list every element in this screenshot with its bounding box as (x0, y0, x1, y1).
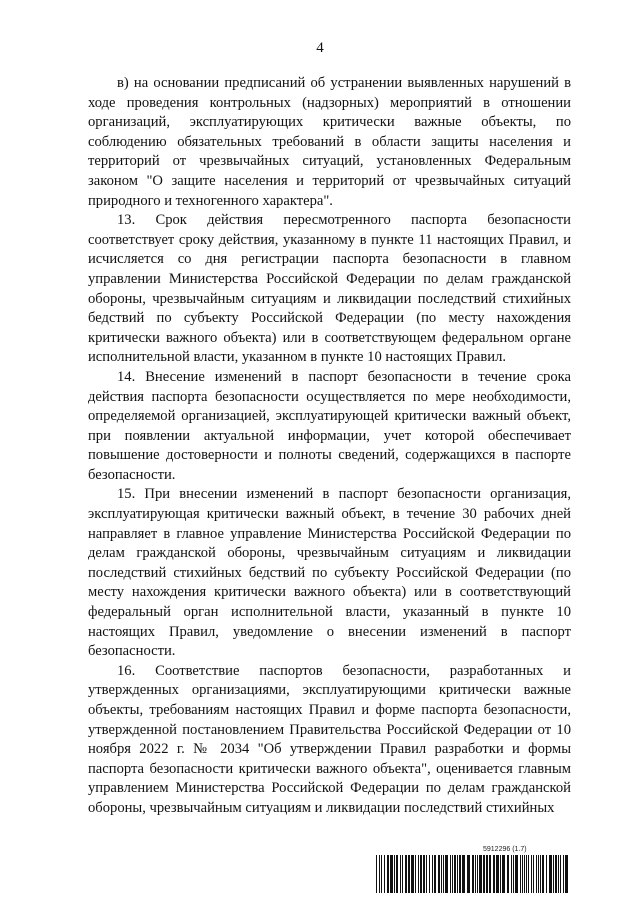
document-barcode (376, 846, 570, 896)
paragraph-13: 13. Срок действия пересмотренного паспорта безопасности соответствует сроку действия, указанному в пункте 11 настоящих Правил, и исчисляется со дня регистрации паспорта безопасности в главном управлении Министерства Российской Федерации по делам гражданской обороны, чрезвычайным ситуациям и ликвидации последствий стихийных бедствий по субъекту Российской Федерации (по месту нахождения критически важного объекта) или в соответствующем федеральном органе исполнительной власти, указанном в пункте 10 настоящих Правил. (88, 212, 571, 366)
barcode-number: 5912296 (1.7) (483, 846, 527, 853)
paragraph-16: 16. Соответствие паспортов безопасности, разработанных и утвержденных организациями, эксплуатирующими критически важные объекты, требованиям настоящих Правил и форме паспорта безопасности, утвержденной постановлением Правительства Российской Федерации от 10 ноября 2022 г. № 2034 "Об утверждении Правил разработки и формы паспорта безопасности критически важного объекта", оценивается главным управлением Министерства Российской Федерации по делам гражданской обороны, чрезвычайным ситуациям и ликвидации последствий стихийных (88, 662, 571, 816)
paragraph-15: 15. При внесении изменений в паспорт безопасности организация, эксплуатирующая критически важный объект, в течение 30 рабочих дней направляет в главное управление Министерства Российской Федерации по делам гражданской обороны, чрезвычайным ситуациям и ликвидации последствий стихийных бедствий по субъекту Российской Федерации (по месту нахождения критически важного объекта) или в соответствующий федеральный орган исполнительной власти, указанный в пункте 10 настоящих Правил, уведомление о внесении изменений в паспорт безопасности. (88, 486, 571, 660)
barcode-image (376, 855, 570, 893)
paragraph-14: 14. Внесение изменений в паспорт безопасности в течение срока действия паспорта безопасности осуществляется по мере необходимости, определяемой организацией, эксплуатирующей критически важный объект, при появлении актуальной информации, учет которой обеспечивает повышение достоверности и полноты сведений, содержащихся в паспорте безопасности. (88, 368, 571, 483)
paragraph-v: в) на основании предписаний об устранении выявленных нарушений в ходе проведения контрольных (надзорных) мероприятий в отношении организаций, эксплуатирующих критически важные объекты, по соблюдению обязательных требований в области защиты населения и территорий от чрезвычайных ситуаций, установленных Федеральным законом "О защите населения и территорий от чрезвычайных ситуаций природного и техногенного характера". (88, 75, 571, 209)
page-number: 4 (316, 40, 324, 56)
document-body (88, 74, 571, 819)
